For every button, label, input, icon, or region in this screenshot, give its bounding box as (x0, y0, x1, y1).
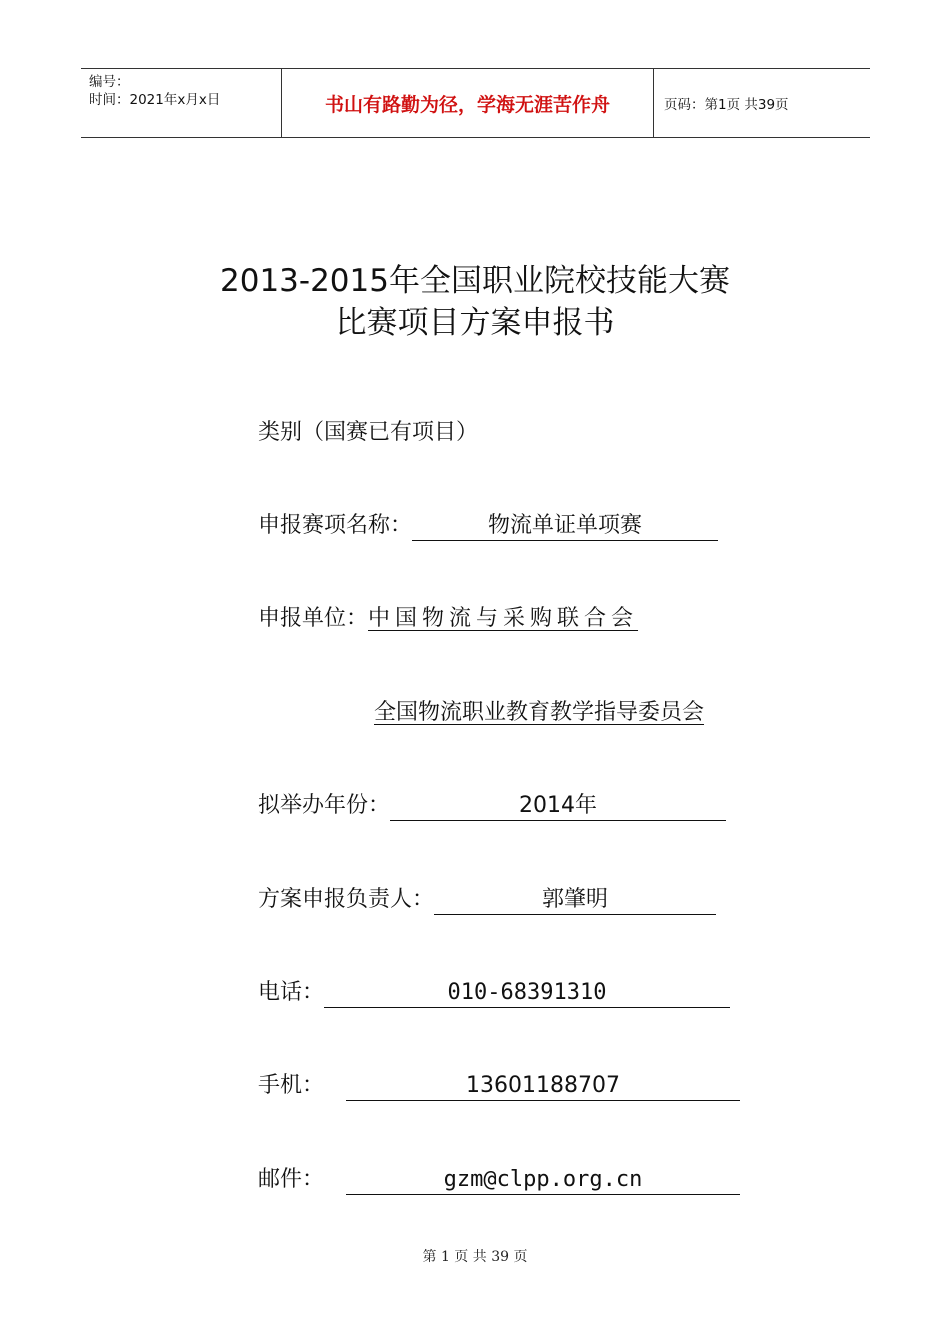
mobile-value: 13601188707 (346, 1072, 740, 1101)
unit-value-2: 全国物流职业教育教学指导委员会 (374, 700, 705, 725)
header-table (81, 68, 870, 138)
unit-row-2 (374, 698, 704, 728)
unit-value-1: 中国物流与采购联合会 (368, 606, 639, 631)
phone-label: 电话： (258, 980, 325, 1005)
time-label: 时间：2021年x月x日 (89, 92, 221, 108)
header-motto: 书山有路勤为径，学海无涯苦作舟 (281, 69, 654, 137)
person-row (258, 885, 716, 915)
document-title-line1: 2013-2015年全国职业院校技能大赛 (220, 263, 730, 299)
event-name-label: 申报赛项名称： (258, 513, 413, 538)
email-label: 邮件： (258, 1167, 325, 1192)
mobile-label: 手机： (258, 1073, 325, 1098)
phone-value: 010-68391310 (324, 979, 730, 1008)
header-page-info: 页码：第1页 共39页 (664, 97, 789, 113)
category-line (258, 418, 478, 448)
year-value: 2014年 (390, 792, 726, 821)
email-value: gzm@clpp.org.cn (346, 1166, 740, 1195)
event-name-value: 物流单证单项赛 (412, 512, 718, 541)
email-row (258, 1165, 740, 1195)
unit-row (258, 604, 638, 634)
year-row (258, 791, 726, 821)
category-text: 类别（国赛已有项目） (258, 420, 479, 445)
unit-label: 申报单位： (258, 606, 369, 631)
mobile-row (258, 1071, 740, 1101)
person-label: 方案申报负责人： (258, 887, 435, 912)
event-name-row (258, 511, 718, 541)
page-footer: 第 1 页 共 39 页 (422, 1249, 528, 1265)
number-label: 编号： (89, 74, 130, 90)
phone-row (258, 978, 730, 1008)
person-value: 郭肇明 (434, 886, 716, 915)
header-meta-cell (81, 69, 281, 137)
document-title-line2: 比赛项目方案申报书 (335, 305, 615, 341)
year-label: 拟举办年份： (258, 793, 391, 818)
